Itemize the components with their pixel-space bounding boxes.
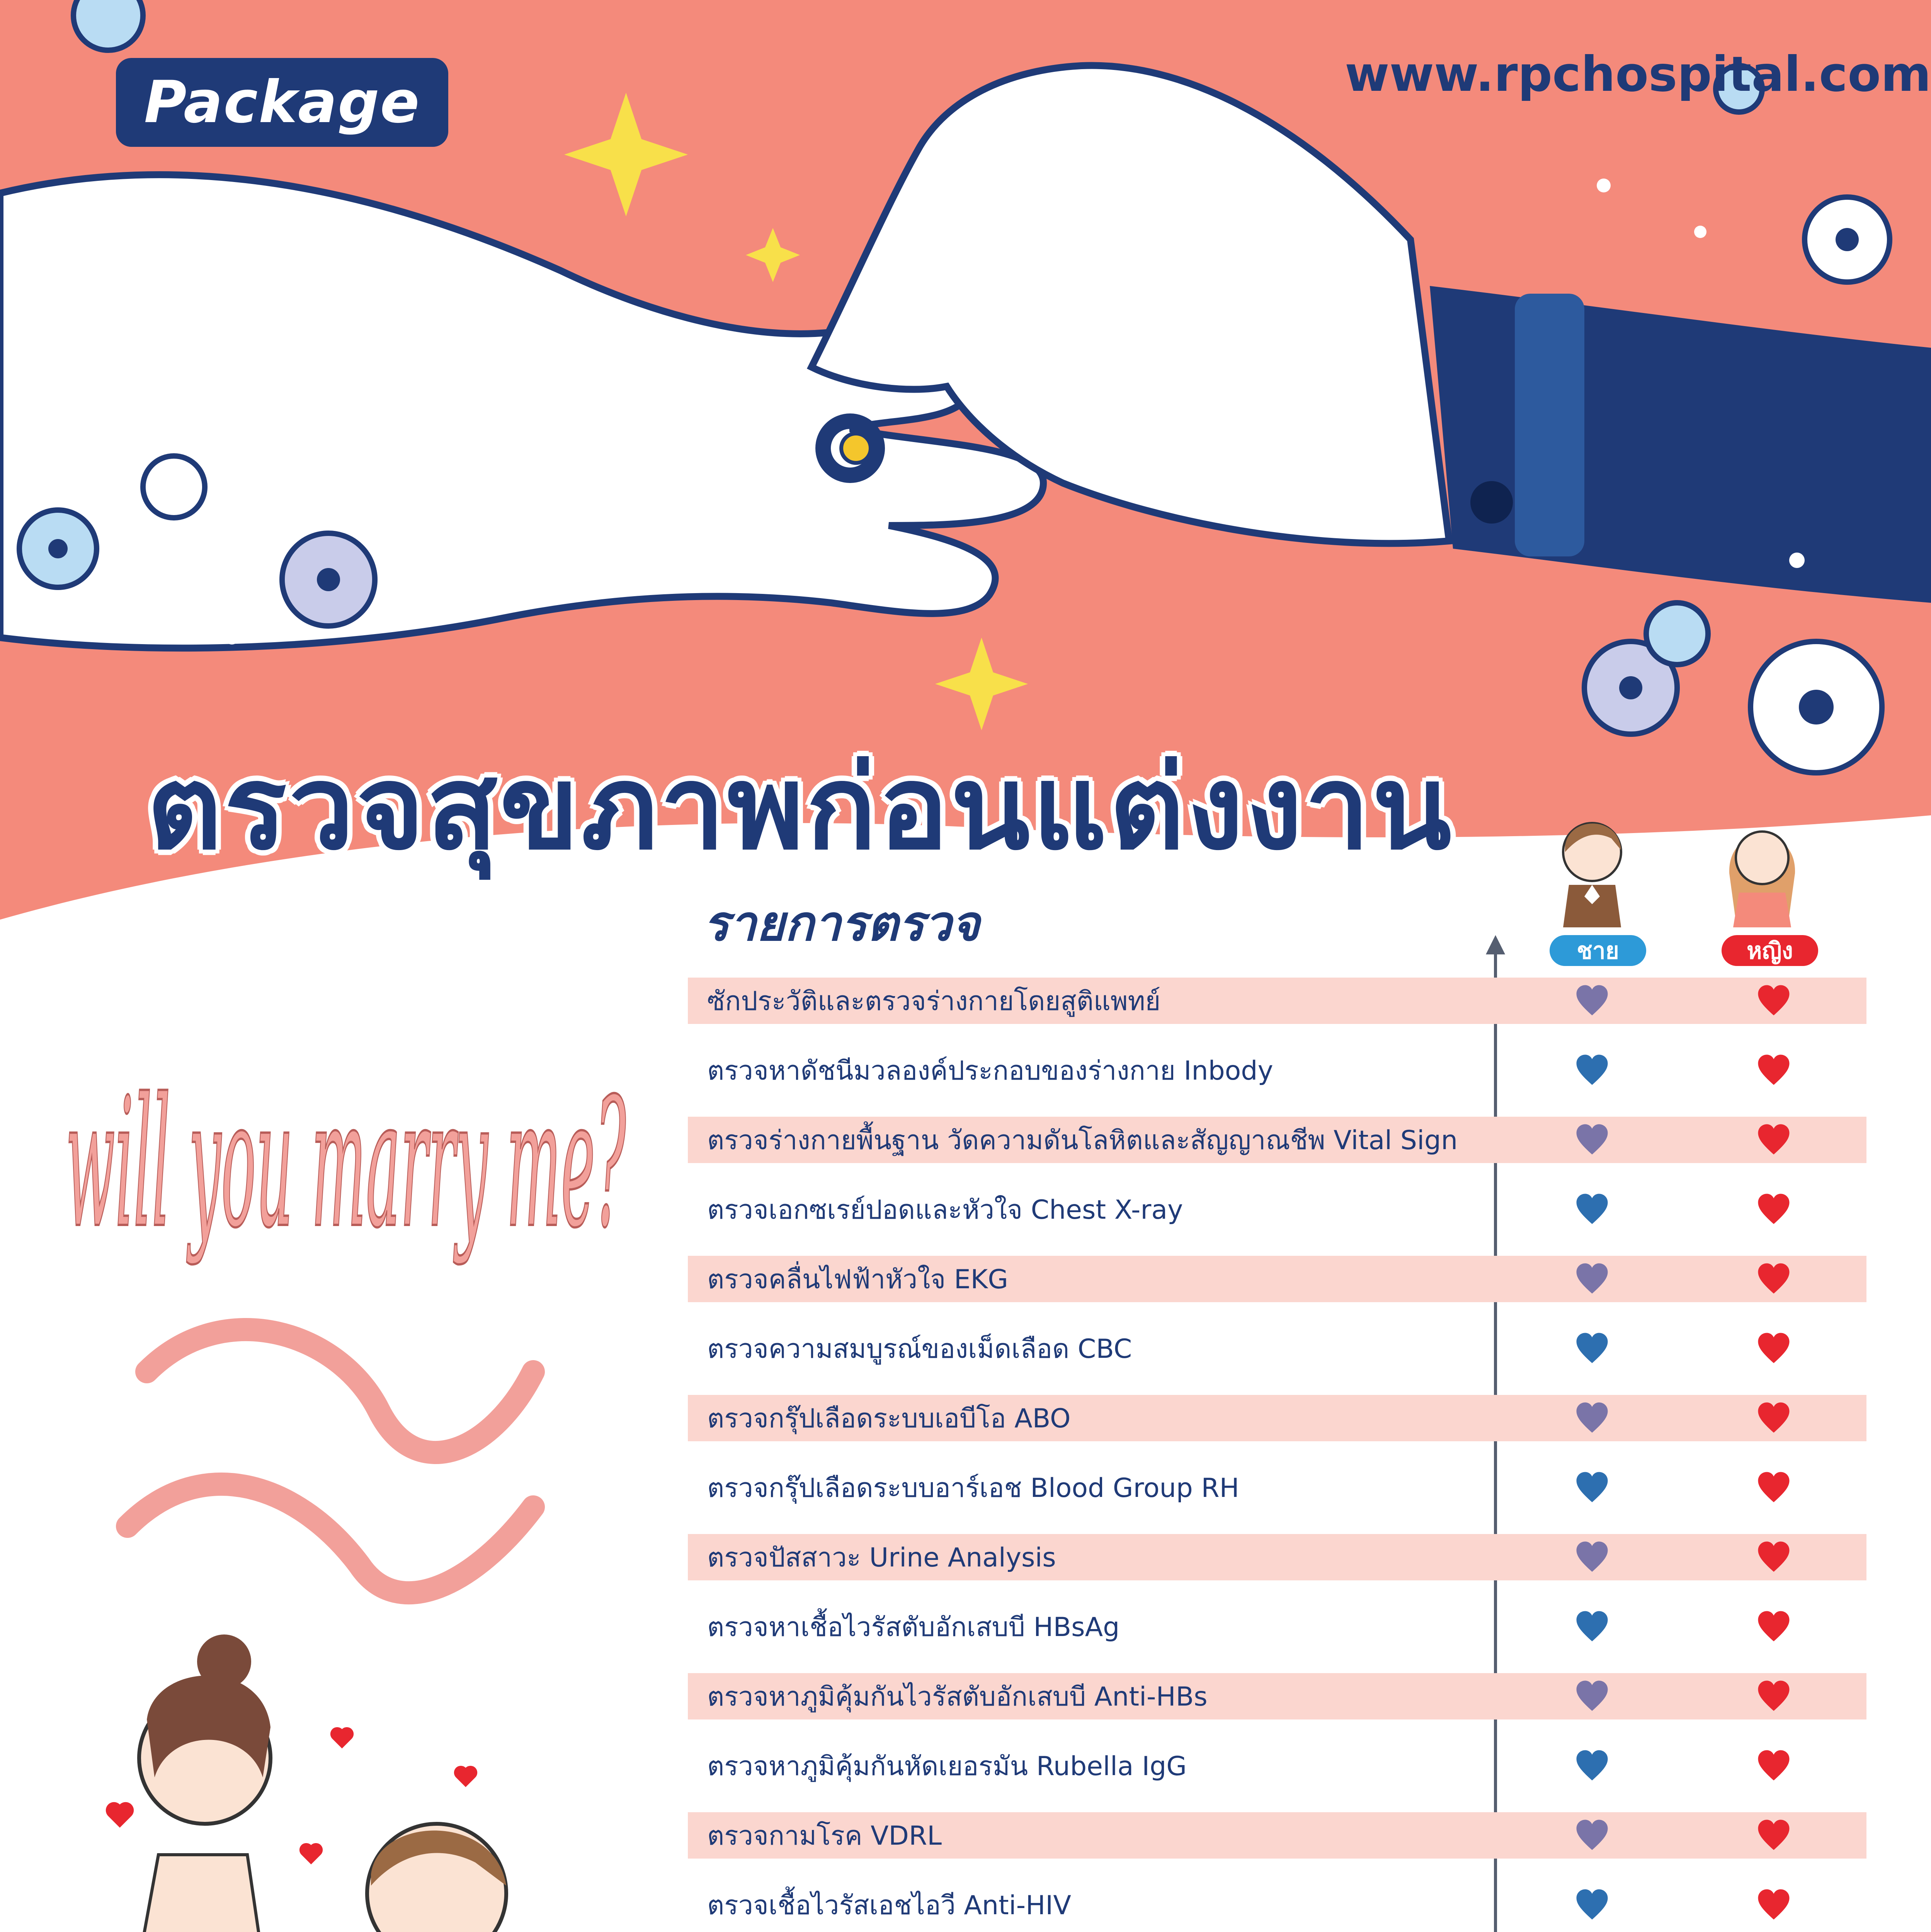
exam-row: [688, 1256, 1866, 1302]
male-heart-icon: [1575, 1470, 1609, 1505]
female-avatar-icon: [1727, 815, 1797, 931]
exam-row-label: ตรวจหาเชื้อไวรัสตับอักเสบบี HBsAg: [707, 1612, 1120, 1643]
exam-row-label: ตรวจความสมบูรณ์ของเม็ดเลือด CBC: [707, 1334, 1132, 1364]
exam-row: [688, 978, 1866, 1024]
male-heart-icon: [1575, 1192, 1609, 1227]
exam-list-title: รายการตรวจ: [703, 896, 980, 952]
female-heart-icon: [1756, 1679, 1791, 1714]
male-heart-icon: [1575, 1748, 1609, 1783]
male-heart-icon: [1575, 1540, 1609, 1575]
page-title: ตรวจสุขภาพก่อนแต่งงาน: [147, 740, 1454, 875]
female-heart-icon: [1756, 1470, 1791, 1505]
female-heart-icon: [1756, 1192, 1791, 1227]
exam-row-label: ตรวจกรุ๊ปเลือดระบบอาร์เอช Blood Group RH: [707, 1473, 1239, 1503]
will-you-marry-me-lettering: will you marry me?: [66, 1060, 627, 1267]
column-header-female: หญิง: [1722, 935, 1818, 966]
male-heart-icon: [1575, 1888, 1609, 1922]
male-heart-icon: [1575, 1331, 1609, 1366]
exam-row: [688, 1464, 1866, 1511]
proposal-illustration: [31, 1024, 669, 1932]
exam-row-label: ตรวจเชื้อไวรัสเอชไอวี Anti-HIV: [707, 1890, 1071, 1921]
female-heart-icon: [1756, 1401, 1791, 1435]
exam-row-label: ตรวจหาภูมิคุ้มกันหัดเยอรมัน Rubella IgG: [707, 1751, 1187, 1782]
male-heart-icon: [1575, 1262, 1609, 1296]
exam-row: [688, 1743, 1866, 1789]
male-heart-icon: [1575, 1053, 1609, 1088]
exam-row-label: ตรวจกรุ๊ปเลือดระบบเอบีโอ ABO: [707, 1403, 1071, 1434]
exam-row: [688, 1882, 1866, 1928]
male-heart-icon: [1575, 1679, 1609, 1714]
exam-row-label: ตรวจปัสสาวะ Urine Analysis: [707, 1543, 1056, 1573]
female-heart-icon: [1756, 1331, 1791, 1366]
female-heart-icon: [1756, 1122, 1791, 1157]
female-heart-icon: [1756, 1818, 1791, 1853]
exam-row: [688, 1117, 1866, 1163]
website-url[interactable]: www.rpchospital.com: [1345, 46, 1931, 102]
exam-row-label: ตรวจคลื่นไฟฟ้าหัวใจ EKG: [707, 1264, 1008, 1295]
male-heart-icon: [1575, 1609, 1609, 1644]
exam-row-label: ตรวจเอกซเรย์ปอดและหัวใจ Chest X-ray: [707, 1195, 1183, 1225]
exam-row: [688, 1186, 1866, 1233]
female-heart-icon: [1756, 1888, 1791, 1922]
female-heart-icon: [1756, 1262, 1791, 1296]
column-header-male: ชาย: [1550, 935, 1646, 966]
male-heart-icon: [1575, 1818, 1609, 1853]
male-heart-icon: [1575, 1401, 1609, 1435]
female-heart-icon: [1756, 1540, 1791, 1575]
female-heart-icon: [1756, 1609, 1791, 1644]
exam-row-label: ตรวจหาภูมิคุ้มกันไวรัสตับอักเสบบี Anti-HBs: [707, 1682, 1208, 1712]
female-heart-icon: [1756, 1748, 1791, 1783]
exam-row: [688, 1395, 1866, 1441]
male-heart-icon: [1575, 983, 1609, 1018]
woman-figure-dress: [120, 1855, 278, 1932]
exam-row: [688, 1673, 1866, 1719]
exam-row: [688, 1047, 1866, 1094]
female-heart-icon: [1756, 1053, 1791, 1088]
exam-row-label: ตรวจหาดัชนีมวลองค์ประกอบของร่างกาย Inbody: [707, 1056, 1273, 1086]
exam-row-label: ซักประวัติและตรวจร่างกายโดยสูติแพทย์: [707, 986, 1161, 1017]
exam-row: [688, 1534, 1866, 1580]
exam-row: [688, 1325, 1866, 1372]
exam-row: [688, 1812, 1866, 1859]
package-badge: Package: [116, 58, 448, 147]
male-avatar-icon: [1557, 815, 1627, 931]
female-heart-icon: [1756, 983, 1791, 1018]
exam-row-label: ตรวจร่างกายพื้นฐาน วัดความดันโลหิตและสัญญาณชีพ Vital Sign: [707, 1125, 1458, 1156]
male-heart-icon: [1575, 1122, 1609, 1157]
exam-row: [688, 1604, 1866, 1650]
exam-row-label: ตรวจกามโรค VDRL: [707, 1821, 942, 1851]
